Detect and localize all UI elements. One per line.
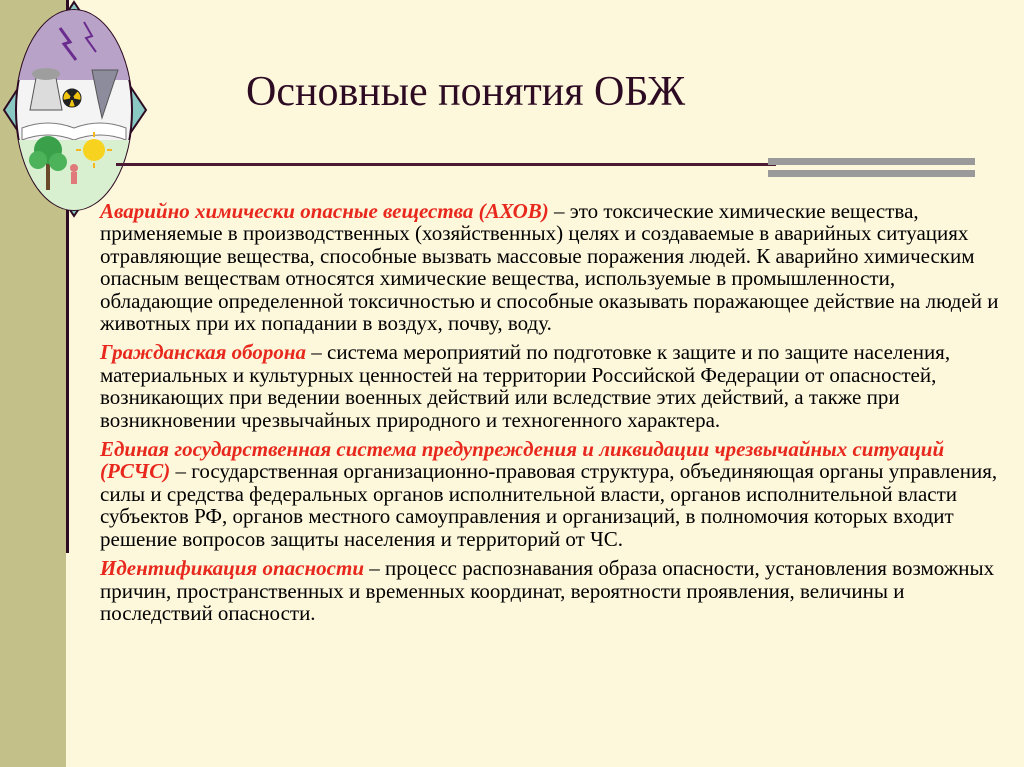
definition-term: Идентификация опасности [100,556,364,581]
definition-item [100,341,1000,431]
definition-term: Гражданская оборона [100,340,307,365]
definition-item [100,557,1000,624]
definition-text: – процесс распознавания образа опасности, установления возможных причин, пространственных и временных координат, вероятности проявления, величины и последствий опасности. [100,556,995,625]
definition-term: Аварийно химически опасные вещества (АХОВ) [100,199,549,223]
title-divider-line [116,163,776,166]
definition-item [100,438,1000,550]
definition-text: – это токсические химические вещества, применяемые в производственных (хозяйственных) целях и создаваемые в аварийных ситуациях отравляющие вещества, способные вызвать массовые поражения людей. К аварийно химическим опасным веществам относятся химические вещества, используемые в промышленности, обладающие определенной токсичностью и способные оказывать поражающее действие на людей и животных при их попадании в воздух, почву, воду. [100,199,999,336]
definition-text: – государственная организационно-правовая структура, объединяющая органы управления, силы и средства федеральных органов исполнительной власти, органов исполнительной власти субъектов РФ, органов местного самоуправления и организаций, в полномочия которых входит решение вопросов защиты населения и территорий от ЧС. [100,459,998,551]
title-divider-bar-top [768,158,975,165]
definition-text: – система мероприятий по подготовке к защите и по защите населения, материальных и культурных ценностей на территории Российской Федерации от опасностей, возникающих при ведении военных действий или вследствие этих действий, а также при возникновении чрезвычайных природного и техногенного характера. [100,340,951,432]
safety-emblem-icon [0,0,150,218]
definitions-list [100,200,1000,631]
definition-item [100,200,1000,334]
slide-title: Основные понятия ОБЖ [246,69,686,115]
title-divider-bar-bottom [768,170,975,177]
definition-term: Единая государственная система предупреждения и ликвидации чрезвычайных ситуаций (РСЧС) [100,437,945,484]
